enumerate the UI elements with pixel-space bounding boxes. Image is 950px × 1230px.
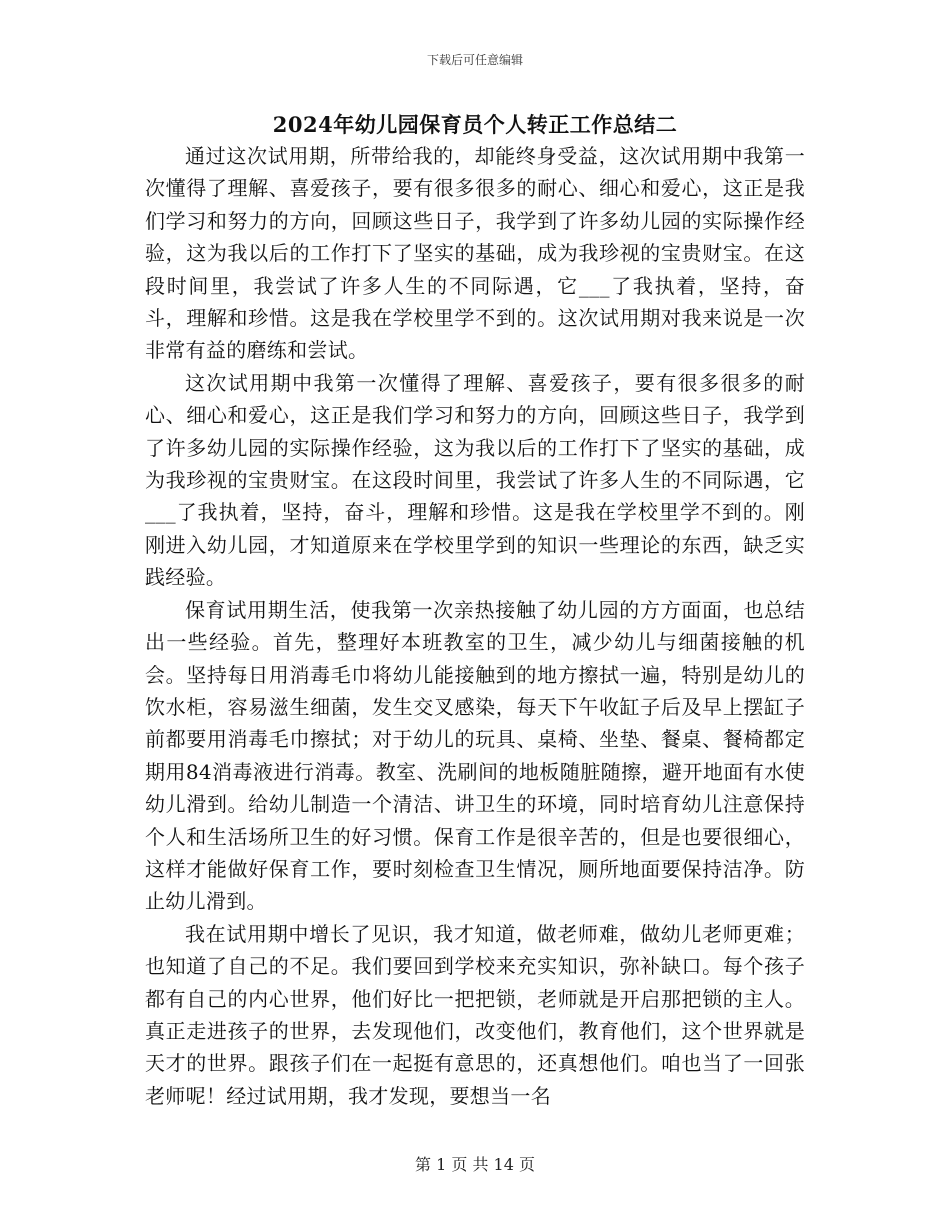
paragraph-1: 通过这次试用期，所带给我的，却能终身受益，这次试用期中我第一次懂得了理解、喜爱孩子，要有很多很多的耐心、细心和爱心，这正是我们学习和努力的方向，回顾这些日子，我学到了许多幼儿园的实际操作经验，这为我以后的工作打下了坚实的基础，成为我珍视的宝贵财宝。在这段时间里，我尝试了许多人生的不同际遇，它___了我执着，坚持，奋斗，理解和珍惜。这是我在学校里学不到的。这次试用期对我来说是一次非常有益的磨练和尝试。 bbox=[145, 144, 805, 363]
page-number-footer: 第 1 页 共 14 页 bbox=[415, 1155, 535, 1174]
paragraph-4: 我在试用期中增长了见识，我才知道，做老师难，做幼儿老师更难；也知道了自己的不足。我们要回到学校来充实知识，弥补缺口。每个孩子都有自己的内心世界，他们好比一把把锁，老师就是开启那把锁的主人。真正走进孩子的世界，去发现他们，改变他们，教育他们，这个世界就是天才的世界。跟孩子们在一起挺有意思的，还真想他们。咱也当了一回张老师呢！经过试用期，我才发现，要想当一名 bbox=[145, 921, 805, 1108]
page-header-note: 下载后可任意编辑 bbox=[426, 53, 523, 67]
document-title: 2024年幼儿园保育员个人转正工作总结二 bbox=[272, 112, 678, 137]
document-body bbox=[145, 140, 805, 1112]
paragraph-2: 这次试用期中我第一次懂得了理解、喜爱孩子，要有很多很多的耐心、细心和爱心，这正是我们学习和努力的方向，回顾这些日子，我学到了许多幼儿园的实际操作经验，这为我以后的工作打下了坚实的基础，成为我珍视的宝贵财宝。在这段时间里，我尝试了许多人生的不同际遇，它___了我执着，坚持，奋斗，理解和珍惜。这是我在学校里学不到的。刚刚进入幼儿园，才知道原来在学校里学到的知识一些理论的东西，缺乏实践经验。 bbox=[145, 370, 805, 590]
paragraph-3: 保育试用期生活，使我第一次亲热接触了幼儿园的方方面面，也总结出一些经验。首先，整理好本班教室的卫生，减少幼儿与细菌接触的机会。坚持每日用消毒毛巾将幼儿能接触到的地方擦拭一遍，特别是幼儿的饮水柜，容易滋生细菌，发生交叉感染，每天下午收缸子后及早上摆缸子前都要用消毒毛巾擦拭；对于幼儿的玩具、桌椅、坐垫、餐桌、餐椅都定期用84消毒液进行消毒。教室、洗刷间的地板随脏随擦，避开地面有水使幼儿滑到。给幼儿制造一个清洁、讲卫生的环境，同时培育幼儿注意保持个人和生活场所卫生的好习惯。保育工作是很辛苦的，但是也要很细心，这样才能做好保育工作，要时刻检查卫生情况，厕所地面要保持洁净。防止幼儿滑到。 bbox=[145, 597, 805, 914]
